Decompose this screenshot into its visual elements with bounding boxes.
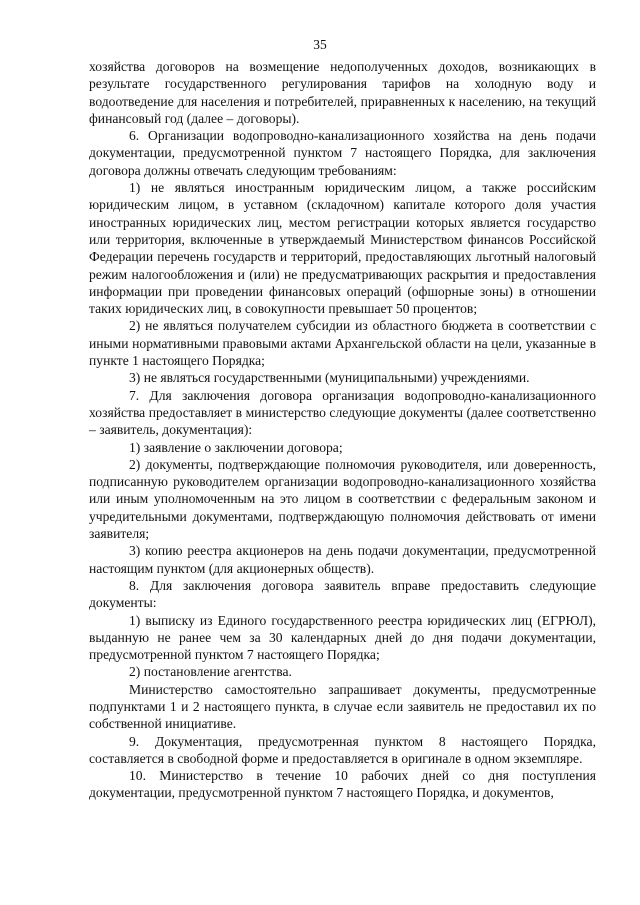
paragraph-14: 9. Документация, предусмотренная пунктом 8 настоящего Порядка, составляется в свободной форме и предоставляется в оригинале в одном экземпляре. — [89, 733, 596, 766]
paragraph-12: 2) постановление агентства. — [129, 664, 292, 680]
paragraph-4: 2) не являться получателем субсидии из областного бюджета в соответствии с иными нормативными правовыми актами Архангельской области на цели, указанные в пункте 1 настоящего Порядка; — [89, 318, 596, 369]
paragraph-1: хозяйства договоров на возмещение недополученных доходов, возникающих в результате государственного регулирования тарифов на холодную воду и водоотведение для населения и потребителей, приравненных к населению, на текущий финансовый год (далее – договоры). — [89, 59, 596, 126]
paragraph-10: 8. Для заключения договора заявитель вправе предоставить следующие документы: — [89, 577, 596, 611]
paragraph-2: 6. Организации водопроводно-канализационного хозяйства на день подачи документации, предусмотренной пунктом 7 настоящего Порядка, для заключения договора должны отвечать следующим требованиям: — [89, 128, 596, 178]
paragraph-9: 3) копию реестра акционеров на день подачи документации, предусмотренной настоящим пунктом (для акционерных обществ). — [89, 543, 596, 576]
page-number: 35 — [313, 37, 327, 52]
document-body — [89, 58, 596, 802]
paragraph-6: 7. Для заключения договора организация водопроводно-канализационного хозяйства предоставляет в министерство следующие документы (далее соответственно – заявитель, документация): — [89, 387, 596, 438]
paragraph-13: Министерство самостоятельно запрашивает документы, предусмотренные подпунктами 1 и 2 настоящего пункта, в случае если заявитель не предоставил их по собственной инициативе. — [89, 681, 596, 732]
paragraph-3: 1) не являться иностранным юридическим лицом, а также российским юридическим лицом, в уставном (складочном) капитале которого доля участия иностранных юридических лиц, местом регистрации которых является государство или территория, включенные в утверждаемый Министерством финансов Российской Федерации перечень государств и территорий, предоставляющих льготный налоговый режим налогообложения и (или) не предусматривающих раскрытия и предоставления информации при проведении финансовых операций (офшорные зоны) в отношении таких юридических лиц, в совокупности превышает 50 процентов; — [89, 180, 596, 317]
paragraph-11: 1) выписку из Единого государственного реестра юридических лиц (ЕГРЮЛ), выданную не ранее чем за 30 календарных дней до дня подачи документации, предусмотренной пунктом 7 настоящего Порядка; — [89, 612, 596, 663]
paragraph-15: 10. Министерство в течение 10 рабочих дней со дня поступления документации, предусмотренной пунктом 7 настоящего Порядка, и документов, — [89, 768, 596, 801]
paragraph-8: 2) документы, подтверждающие полномочия руководителя, или доверенность, подписанную руководителем организации водопроводно-канализационного хозяйства или иным уполномоченным на это лицом в соответствии с федеральным законом и учредительными документами, подтверждающую полномочия действовать от имени заявителя; — [89, 456, 596, 542]
paragraph-7: 1) заявление о заключении договора; — [129, 439, 343, 455]
paragraph-5: 3) не являться государственными (муниципальными) учреждениями. — [129, 370, 530, 386]
